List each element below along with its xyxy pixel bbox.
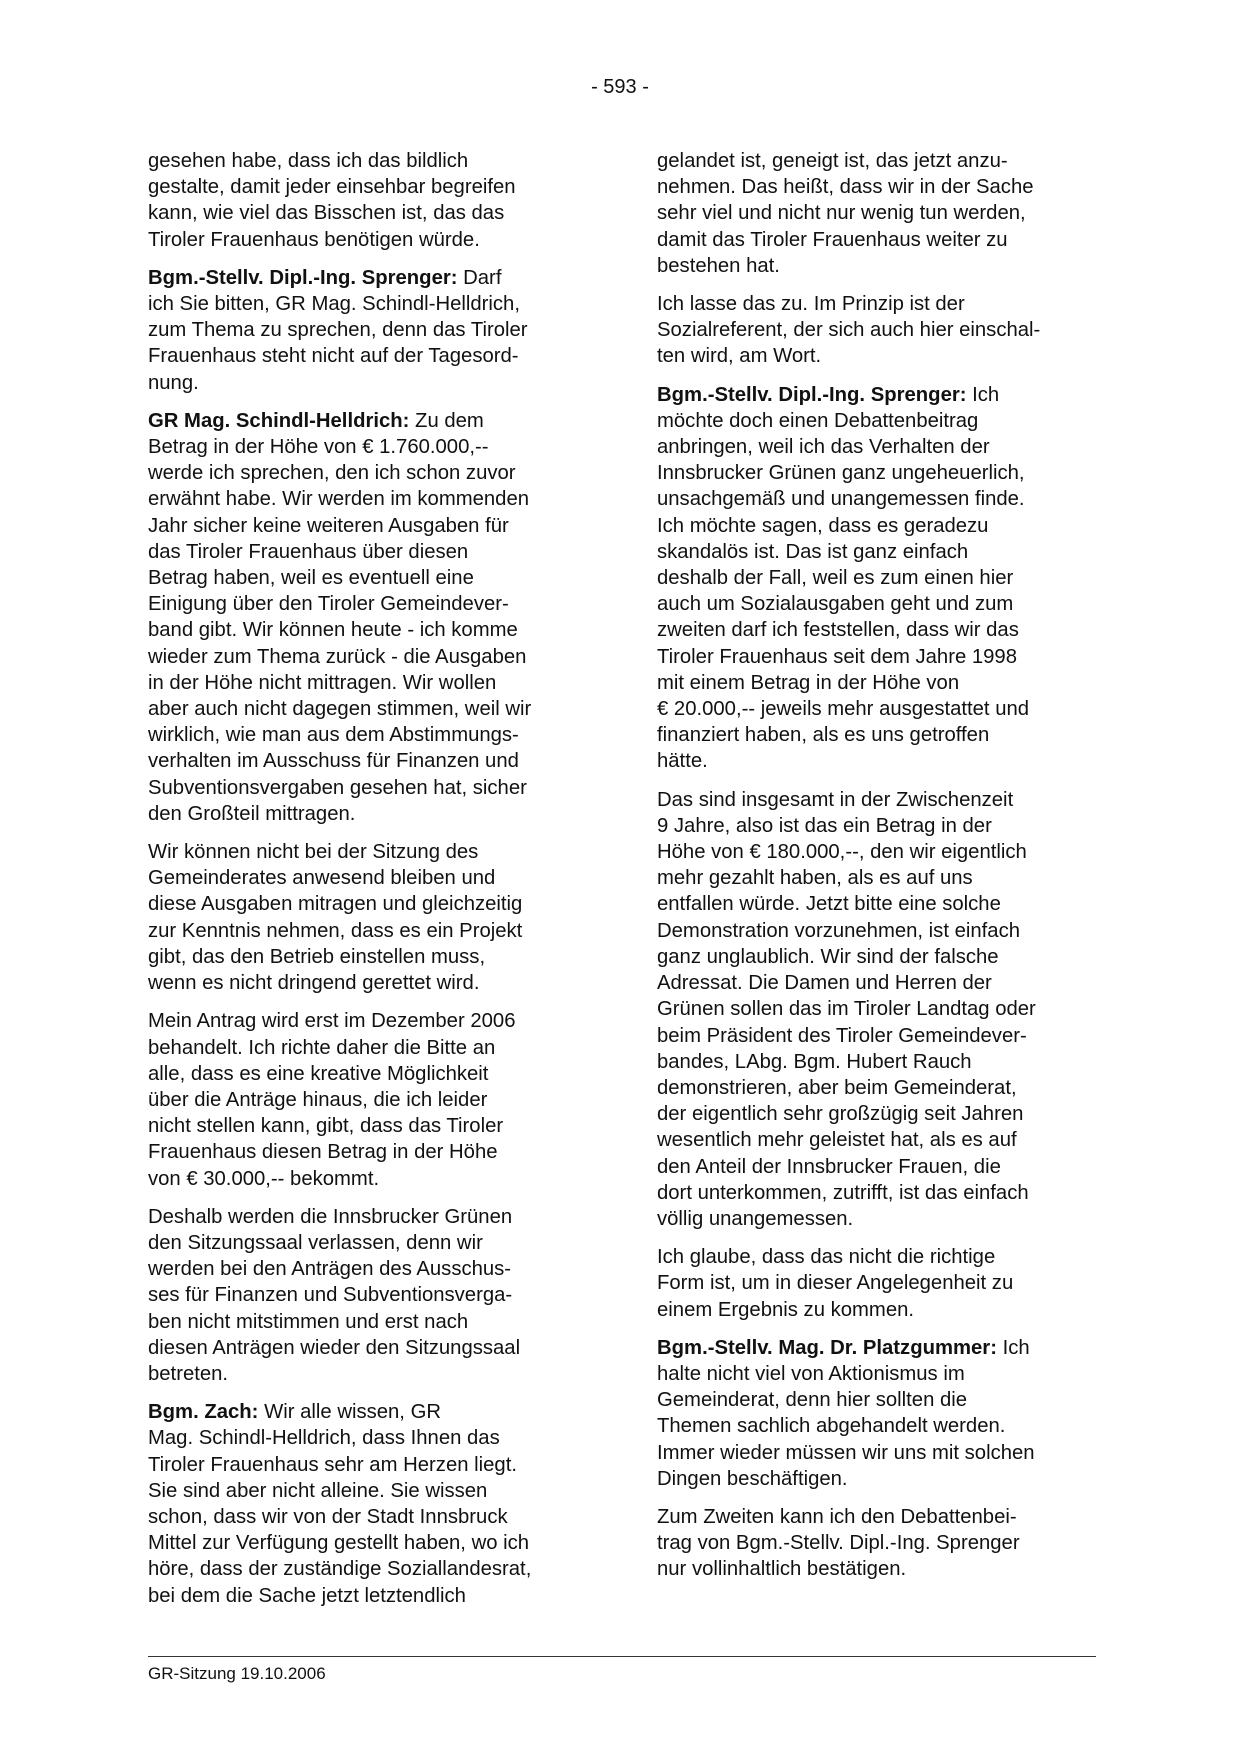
paragraph-text: Ich halte nicht viel von Aktionismus im Gemeinderat, denn hier sollten die Themen sachlich abgehandelt werden. Immer wieder müssen wir uns mit solchen Dingen beschäftigen.	[657, 1336, 1035, 1490]
paragraph-text: Zu dem Betrag in der Höhe von € 1.760.000,-- werde ich sprechen, den ich schon zuvor erwähnt habe. Wir werden im kommenden Jahr sicher keine weiteren Ausgaben für das Tiroler Frauenhaus über diesen Betrag haben, weil es eventuell eine Einigung über den Tiroler Gemeindever- band gibt. Wir können heute - ich komme wieder zum Thema zurück - die Ausgaben in der Höhe nicht mittragen. Wir wollen aber auch nicht dagegen stimmen, weil wir wirklich, wie man aus dem Abstimmungs- verhalten im Ausschuss für Finanzen und Subventionsvergaben gesehen hat, sicher den Großteil mittragen.	[148, 409, 532, 825]
paragraph	[657, 291, 1097, 370]
speaker-name: Bgm.-Stellv. Mag. Dr. Platzgummer:	[657, 1336, 997, 1359]
paragraph-text: Ich lasse das zu. Im Prinzip ist der Sozialreferent, der sich auch hier einschal- ten wird, am Wort.	[657, 293, 1041, 368]
paragraph-text: Das sind insgesamt in der Zwischenzeit 9 Jahre, also ist das ein Betrag in der Höhe von € 180.000,--, den wir eigentlich mehr gezahlt haben, als es auf uns entfallen würde. Jetzt bitte eine solche Demonstration vorzunehmen, ist einfach ganz unglaublich. Wir sind der falsche Adressat. Die Damen und Herren der Grünen sollen das im Tiroler Landtag oder beim Präsident des Tiroler Gemeindever- bandes, LAbg. Bgm. Hubert Rauch demonstrieren, aber beim Gemeinderat, der eigentlich sehr großzügig seit Jahren wesentlich mehr geleistet hat, als es auf den Anteil der Innsbrucker Frauen, die dort unterkommen, zutrifft, ist das einfach völlig unangemessen.	[657, 788, 1036, 1230]
paragraph	[657, 787, 1097, 1232]
paragraph	[657, 1504, 1097, 1583]
right-column	[657, 148, 1097, 1595]
paragraph-text: Wir können nicht bei der Sitzung des Gemeinderates anwesend bleiben und diese Ausgaben mitragen und gleichzeitig zur Kenntnis nehmen, dass es ein Projekt gibt, das den Betrieb einstellen muss, wenn es nicht dringend gerettet wird.	[148, 841, 523, 995]
paragraph-text: Wir alle wissen, GR Mag. Schindl-Helldrich, dass Ihnen das Tiroler Frauenhaus sehr am Herzen liegt. Sie sind aber nicht alleine. Sie wissen schon, dass wir von der Stadt Innsbruck Mittel zur Verfügung gestellt haben, wo ich höre, dass der zuständige Soziallandesrat, bei dem die Sache jetzt letztendlich	[148, 1401, 532, 1607]
speaker-name: Bgm.-Stellv. Dipl.-Ing. Sprenger:	[657, 383, 967, 406]
paragraph-text: Darf ich Sie bitten, GR Mag. Schindl-Helldrich, zum Thema zu sprechen, denn das Tiroler Frauenhaus steht nicht auf der Tagesord- nung.	[148, 266, 528, 394]
speaker-name: Bgm. Zach:	[148, 1401, 259, 1424]
paragraph-text: gesehen habe, dass ich das bildlich gestalte, damit jeder einsehbar begreifen kann, wie viel das Bisschen ist, das das Tiroler Frauenhaus benötigen würde.	[148, 150, 516, 251]
paragraph-text: Mein Antrag wird erst im Dezember 2006 behandelt. Ich richte daher die Bitte an alle, dass es eine kreative Möglichkeit über die Anträge hinaus, die ich leider nicht stellen kann, gibt, dass das Tiroler Frauenhaus diesen Betrag in der Höhe von € 30.000,-- bekommt.	[148, 1010, 516, 1190]
speech-paragraph	[657, 382, 1097, 775]
speech-paragraph	[657, 1335, 1097, 1492]
footer-divider	[148, 1656, 1096, 1657]
speech-paragraph	[148, 408, 588, 827]
paragraph	[148, 148, 588, 253]
speech-paragraph	[148, 1399, 588, 1609]
left-column	[148, 148, 588, 1621]
paragraph-text: gelandet ist, geneigt ist, das jetzt anzu- nehmen. Das heißt, dass wir in der Sache sehr viel und nicht nur wenig tun werden, damit das Tiroler Frauenhaus weiter zu bestehen hat.	[657, 150, 1034, 277]
speaker-name: Bgm.-Stellv. Dipl.-Ing. Sprenger:	[148, 266, 458, 289]
page-number: - 593 -	[591, 76, 649, 98]
paragraph	[657, 148, 1097, 279]
paragraph	[148, 839, 588, 996]
paragraph	[657, 1244, 1097, 1323]
paragraph-text: Deshalb werden die Innsbrucker Grünen den Sitzungssaal verlassen, denn wir werden bei den Anträgen des Ausschus- ses für Finanzen und Subventionsverga- ben nicht mitstimmen und erst nach diesen Anträgen wieder den Sitzungssaal betreten.	[148, 1205, 521, 1385]
paragraph	[148, 1008, 588, 1191]
paragraph-text: Ich glaube, dass das nicht die richtige Form ist, um in dieser Angelegenheit zu einem Ergebnis zu kommen.	[657, 1246, 1014, 1321]
paragraph	[148, 1204, 588, 1387]
paragraph-text: Zum Zweiten kann ich den Debattenbei- trag von Bgm.-Stellv. Dipl.-Ing. Sprenger nur vollinhaltlich bestätigen.	[657, 1505, 1020, 1581]
speech-paragraph	[148, 265, 588, 396]
speaker-name: GR Mag. Schindl-Helldrich:	[148, 409, 410, 432]
paragraph-text: Ich möchte doch einen Debattenbeitrag anbringen, weil ich das Verhalten der Innsbrucker Grünen ganz ungeheuerlich, unsachgemäß und unangemessen finde. Ich möchte sagen, dass es geradezu skandalös ist. Das ist ganz einfach deshalb der Fall, weil es zum einen hier auch um Sozialausgaben geht und zum zweiten darf ich feststellen, dass wir das Tiroler Frauenhaus seit dem Jahre 1998 mit einem Betrag in der Höhe von € 20.000,-- jeweils mehr ausgestattet und finanziert haben, als es uns getroffen hätte.	[657, 383, 1030, 773]
footer-session-label: GR-Sitzung 19.10.2006	[148, 1664, 326, 1683]
